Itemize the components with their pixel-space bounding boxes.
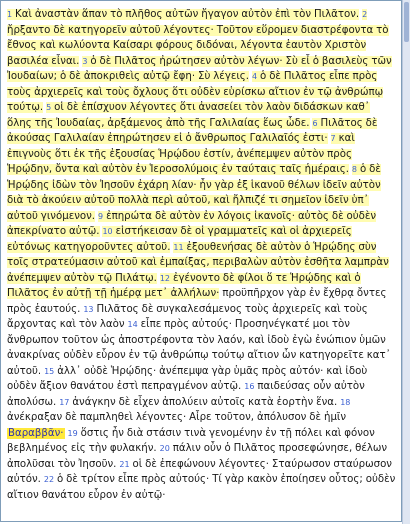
verse-text: ὁ δὲ Πιλᾶτος ἠρώτησεν αὐτὸν λέγων· Σὺ εἶ ὁ βασιλεὺς τῶν Ἰουδαίων; ὁ δὲ ἀποκριθεὶς αὐτῷ ἔφη· Σὺ λέγεις. (7, 55, 392, 82)
verse-text: Πιλᾶτος δὲ συγκαλεσάμενος τοὺς ἀρχιερεῖς καὶ τοὺς ἄρχοντας καὶ τὸν λαὸν (7, 303, 368, 330)
verse-text: ὁ δὲ τρίτον εἶπε πρὸς αὐτούς· Τί γὰρ κακὸν ἐποίησεν οὗτος; οὐδὲν αἴτιον θανάτου εὗρον ἐν αὐτῷ· (7, 474, 396, 501)
verse-text: εἱστήκεισαν δὲ οἱ γραμματεῖς καὶ οἱ ἀρχιερεῖς εὐτόνως κατηγοροῦντες αὐτοῦ. (7, 226, 352, 253)
verse-text: προϋπῆρχον γὰρ ἐν ἔχθρᾳ ὄντες πρὸς ἑαυτούς. (7, 288, 387, 315)
verse-number[interactable]: 8 (351, 165, 357, 174)
verse-text: εἶπε πρὸς αὐτούς· Προσηνέγκατέ μοι τὸν ἄνθρωπον τοῦτον ὡς ἀποστρέφοντα τὸν λαόν, καὶ ἰδοὺ ἐγὼ ἐνώπιον ὑμῶν ἀνακρίνας οὐδὲν εὗρον ἐν τῷ ἀνθρώπῳ τούτῳ αἴτιον ὧν κατηγορεῖτε κατ᾿ αὐτοῦ. (7, 319, 391, 377)
verse (7, 474, 395, 501)
verse-text: ὅστις ἦν διὰ στάσιν τινὰ γενομένην ἐν τῇ πόλει καὶ φόνον βεβλημένος εἰς τὴν φυλακήν. (7, 427, 375, 454)
verse-text: ὁ δὲ Πιλᾶτος εἶπε πρὸς τοὺς ἀρχιερεῖς καὶ τοὺς ὄχλους ὅτι οὐδὲν εὑρίσκω αἴτιον ἐν τῷ ἀνθρώπῳ τούτῳ. (7, 71, 384, 113)
verse-text: οἱ δὲ ἐπεφώνουν λέγοντες· Σταύρωσον σταύρωσον αὐτόν. (7, 458, 393, 485)
verse-number[interactable]: 16 (244, 382, 255, 391)
verse-number[interactable]: 9 (98, 211, 104, 221)
verse-number[interactable]: 20 (159, 444, 170, 453)
verse-number[interactable]: 13 (83, 304, 94, 314)
verse-number[interactable]: 5 (46, 103, 52, 112)
verse-number[interactable]: 1 (7, 10, 13, 19)
verse-text: Πιλᾶτος δὲ ἀκούσας Γαλιλαίαν ἐπηρώτησεν εἰ ὁ ἄνθρωπος Γαλιλαῖός ἐστι· (7, 117, 378, 144)
verse-text: ἐπηρώτα δὲ αὐτὸν ἐν λόγοις ἱκανοῖς· αὐτὸς δὲ οὐδὲν ἀπεκρίνατο αὐτῷ. (7, 210, 377, 237)
verse-text: παιδεύσας οὖν αὐτὸν ἀπολύσω. (7, 381, 365, 408)
verse-number[interactable]: 6 (312, 118, 318, 128)
verse (59, 397, 337, 408)
verse-number[interactable]: 10 (102, 227, 113, 236)
verse-text: ἐξουθενήσας δὲ αὐτὸν ὁ Ἡρῴδης σὺν τοῖς στρατεύμασιν αὐτοῦ καὶ ἐμπαίξας, περιβαλὼν αὐτὸν ἐσθῆτα λαμπρὰν ἀνέπεμψεν αὐτὸν τῷ Πιλάτῳ. (7, 241, 389, 284)
verse-text: πάλιν οὖν ὁ Πιλᾶτος προσεφώνησε, θέλων ἀπολῦσαι τὸν Ἰησοῦν. (7, 443, 388, 470)
verse-number[interactable]: 14 (127, 320, 138, 329)
verse-number[interactable]: 21 (119, 459, 130, 469)
verse-number[interactable]: 22 (43, 475, 55, 484)
verse-number[interactable]: 3 (82, 56, 88, 66)
verse-text: καὶ ἐπιγνοὺς ὅτι ἐκ τῆς ἐξουσίας Ἡρῴδου ἐστίν, ἀνέπεμψεν αὐτὸν πρὸς Ἡρῴδην, ὄντα καὶ αὐτὸν ἐν Ἱεροσολύμοις ἐν ταύταις ταῖς ἡμέραις. (7, 133, 355, 175)
verse-number[interactable]: 17 (59, 397, 70, 407)
verse-text: ἤρξαντο δὲ κατηγορεῖν αὐτοῦ λέγοντες· Τοῦτον εὕρομεν διαστρέφοντα τὸ ἔθνος καὶ κωλύοντα Καίσαρι φόρους διδόναι, λέγοντα ἑαυτὸν Χριστὸν βασιλέα εἶναι. (7, 24, 389, 67)
verse-number[interactable]: 12 (159, 273, 170, 283)
verse-number[interactable]: 15 (44, 366, 55, 376)
verse-text: οἱ δὲ ἐπίσχυον λέγοντες ὅτι ἀνασείει τὸν λαὸν διδάσκων καθ᾿ ὅλης τῆς Ἰουδαίας, ἀρξάμενος ἀπὸ τῆς Γαλιλαίας ἕως ὧδε. (7, 102, 370, 129)
verse-text: ἐγένοντο δὲ φίλοι ὅ τε Ἡρῴδης καὶ ὁ Πιλᾶτος ἐν αὐτῇ τῇ ἡμέρᾳ μετ᾿ ἀλλήλων· (7, 272, 361, 299)
verse-text: ἀνέκραξαν δὲ παμπληθεὶ λέγοντες· Αἶρε τοῦτον, ἀπόλυσον δὲ ἡμῖν (7, 412, 347, 423)
scripture-text (7, 7, 397, 521)
verse-text: ἀνάγκην δὲ εἶχεν ἀπολύειν αὐτοῖς κατὰ ἑορτὴν ἕνα. (72, 396, 338, 408)
verse-text: ἀλλ᾿ οὐδὲ Ἡρῴδης· ἀνέπεμψα γὰρ ὑμᾶς πρὸς αὐτόν· καὶ ἰδοὺ οὐδὲν ἄξιον θανάτου ἐστὶ πεπραγμένον αὐτῷ. (7, 365, 368, 392)
verse-number[interactable]: 18 (340, 397, 351, 407)
verse-number[interactable]: 4 (251, 72, 258, 81)
verse-number[interactable]: 7 (330, 134, 336, 143)
verse-number[interactable]: 19 (67, 428, 78, 438)
vertical-scrollbar[interactable] (402, 0, 410, 524)
scrollbar-thumb[interactable] (404, 2, 409, 42)
verse-number[interactable]: 2 (362, 10, 368, 19)
verse-number[interactable]: 11 (173, 242, 184, 252)
verse-text: ὁ δὲ Ἡρῴδης ἰδὼν τὸν Ἰησοῦν ἐχάρη λίαν· ἦν γὰρ ἐξ ἱκανοῦ θέλων ἰδεῖν αὐτὸν διὰ τὸ ἀκούειν αὐτοῦ πολλὰ περὶ αὐτοῦ, καὶ ἤλπιζέ τι σημεῖον ἰδεῖν ὑπ᾿ αὐτοῦ γινόμενον. (7, 164, 381, 222)
highlighted-word: Βαραββᾶν· (8, 427, 64, 439)
verse (7, 9, 359, 20)
verse-text: Καὶ ἀναστὰν ἅπαν τὸ πλῆθος αὐτῶν ἤγαγον αὐτὸν ἐπὶ τὸν Πιλᾶτον. (15, 9, 360, 20)
